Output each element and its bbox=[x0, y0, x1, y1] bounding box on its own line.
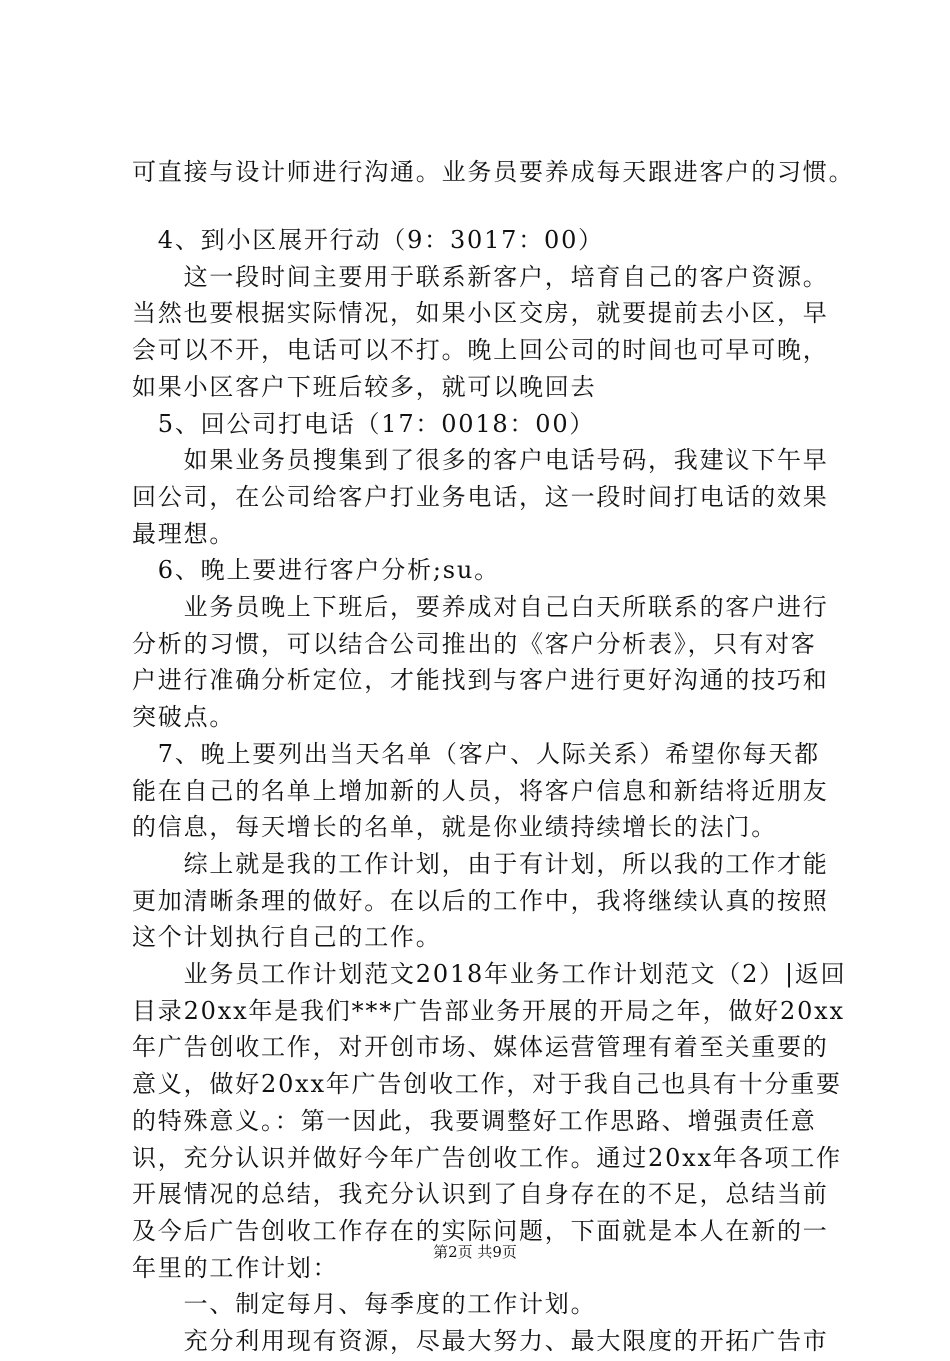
text-line: 开展情况的总结，我充分认识到了自身存在的不足，总结当前 bbox=[132, 1180, 829, 1209]
text-line: 如果业务员搜集到了很多的客户电话号码，我建议下午早 bbox=[132, 446, 829, 475]
text-line: 更加清晰条理的做好。在以后的工作中，我将继续认真的按照 bbox=[132, 886, 829, 915]
text-line: 及今后广告创收工作存在的实际问题，下面就是本人在新的一 bbox=[132, 1216, 829, 1245]
text-line: 突破点。 bbox=[132, 703, 236, 732]
text-line: 业务员晚上下班后，要养成对自己白天所联系的客户进行 bbox=[132, 593, 829, 621]
text-line: 可直接与设计师进行沟通。业务员要养成每天跟进客户的习惯。 bbox=[132, 158, 855, 186]
text-line: 户进行准确分析定位，才能找到与客户进行更好沟通的技巧和 bbox=[132, 666, 829, 695]
text-line: 一、制定每月、每季度的工作计划。 bbox=[132, 1290, 597, 1319]
text-line: 充分利用现有资源，尽最大努力、最大限度的开拓广告市 bbox=[132, 1327, 829, 1355]
text-line: 5、回公司打电话（17：0018：00） bbox=[132, 409, 596, 438]
text-line: 的信息，每天增长的名单，就是你业绩持续增长的法门。 bbox=[132, 813, 777, 842]
text-line: 如果小区客户下班后较多，就可以晚回去 bbox=[132, 372, 597, 401]
text-line: 7、晚上要列出当天名单（客户、人际关系）希望你每天都 bbox=[132, 739, 820, 768]
text-line: 意义，做好20xx年广告创收工作，对于我自己也具有十分重要 bbox=[132, 1070, 842, 1099]
text-line: 年广告创收工作，对开创市场、媒体运营管理有着至关重要的 bbox=[132, 1033, 829, 1062]
text-line: 年里的工作计划： bbox=[132, 1253, 339, 1282]
page-footer: 第2页 共9页 bbox=[433, 1243, 517, 1261]
text-line: 业务员工作计划范文2018年业务工作计划范文（2）|返回 bbox=[132, 960, 847, 988]
text-line: 目录20xx年是我们***广告部业务开展的开局之年，做好20xx bbox=[132, 996, 845, 1025]
text-line: 识，充分认识并做好今年广告创收工作。通过20xx年各项工作 bbox=[132, 1143, 842, 1172]
text-line: 综上就是我的工作计划，由于有计划，所以我的工作才能 bbox=[132, 849, 829, 878]
text-line: 分析的习惯，可以结合公司推出的《客户分析表》，只有对客 bbox=[132, 629, 817, 658]
text-line: 6、晚上要进行客户分析;su。 bbox=[132, 556, 500, 585]
text-line: 回公司，在公司给客户打业务电话，这一段时间打电话的效果 bbox=[132, 482, 829, 511]
text-line: 最理想。 bbox=[132, 519, 236, 548]
text-line: 会可以不开，电话可以不打。晚上回公司的时间也可早可晚， bbox=[132, 336, 829, 365]
text-line: 这个计划执行自己的工作。 bbox=[132, 923, 442, 952]
text-line: 这一段时间主要用于联系新客户，培育自己的客户资源。 bbox=[132, 262, 829, 291]
text-line: 的特殊意义。：第一因此，我要调整好工作思路、增强责任意 bbox=[132, 1106, 817, 1135]
text-line: 当然也要根据实际情况，如果小区交房，就要提前去小区，早 bbox=[132, 299, 829, 328]
text-line: 能在自己的名单上增加新的人员，将客户信息和新结将近朋友 bbox=[132, 776, 829, 805]
text-line: 4、到小区展开行动（9：3017：00） bbox=[132, 226, 604, 254]
